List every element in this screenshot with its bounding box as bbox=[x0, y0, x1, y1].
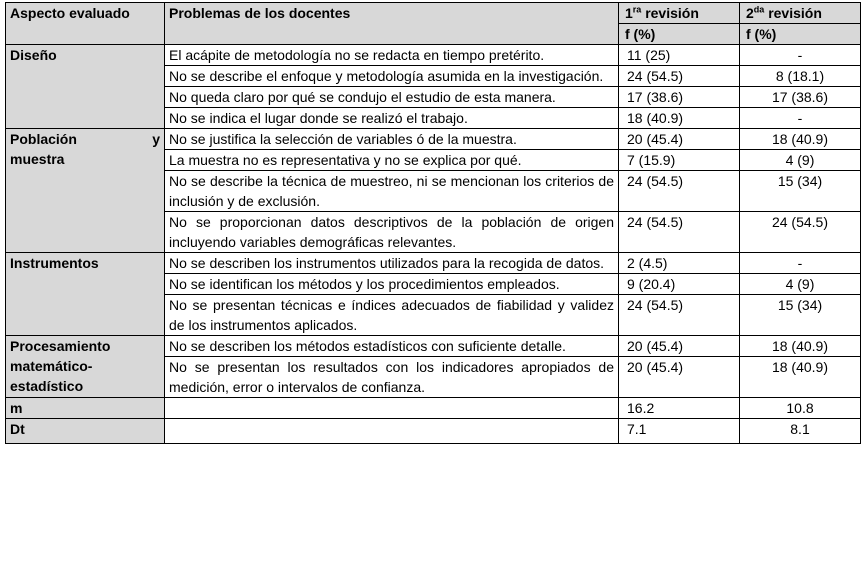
aspect-poblacion-line1: Población y bbox=[10, 131, 160, 147]
rev2-cell: 4 (9) bbox=[740, 150, 861, 171]
summary-dt-rev2: 8.1 bbox=[740, 419, 861, 444]
rev1-cell: 20 (45.4) bbox=[619, 129, 740, 150]
rev1-cell: 20 (45.4) bbox=[619, 336, 740, 357]
header-rev2: $2^{da}$ revisión bbox=[740, 3, 861, 24]
rev1-cell: 24 (54.5) bbox=[619, 66, 740, 87]
summary-row-m bbox=[6, 398, 861, 419]
summary-empty bbox=[165, 419, 619, 444]
problem-cell: No se describe el enfoque y metodología asumida en la investigación. bbox=[165, 66, 619, 87]
summary-dt-rev1: 7.1 bbox=[619, 419, 740, 444]
problem-cell: La muestra no es representativa y no se explica por qué. bbox=[165, 150, 619, 171]
results-table bbox=[5, 2, 861, 444]
rev1-cell: 20 (45.4) bbox=[619, 357, 740, 398]
table-row bbox=[6, 45, 861, 66]
rev2-cell: - bbox=[740, 108, 861, 129]
rev1-cell: 24 (54.5) bbox=[619, 171, 740, 212]
rev1-cell: 9 (20.4) bbox=[619, 274, 740, 295]
rev2-cell: - bbox=[740, 45, 861, 66]
header-problemas: Problemas de los docentes bbox=[165, 3, 619, 45]
problem-cell: No se describen los instrumentos utilizados para la recogida de datos. bbox=[165, 253, 619, 274]
problem-cell: No se describen los métodos estadísticos con suficiente detalle. bbox=[165, 336, 619, 357]
header-row bbox=[6, 3, 861, 24]
rev2-cell: 18 (40.9) bbox=[740, 129, 861, 150]
problem-cell: El acápite de metodología no se redacta en tiempo pretérito. bbox=[165, 45, 619, 66]
rev2-cell: 17 (38.6) bbox=[740, 87, 861, 108]
rev2-cell: 4 (9) bbox=[740, 274, 861, 295]
summary-label-dt: Dt bbox=[6, 419, 165, 444]
table-row bbox=[6, 253, 861, 274]
aspect-poblacion-line2: muestra bbox=[10, 151, 65, 167]
rev2-cell: 15 (34) bbox=[740, 171, 861, 212]
rev1-cell: 18 (40.9) bbox=[619, 108, 740, 129]
aspect-diseno: Diseño bbox=[6, 45, 165, 129]
problem-cell: No queda claro por qué se condujo el estudio de esta manera. bbox=[165, 87, 619, 108]
aspect-poblacion bbox=[6, 129, 165, 253]
problem-cell: No se indica el lugar donde se realizó el trabajo. bbox=[165, 108, 619, 129]
rev1-cell: 17 (38.6) bbox=[619, 87, 740, 108]
rev2-cell: 18 (40.9) bbox=[740, 336, 861, 357]
problem-cell: No se presentan técnicas e índices adecuados de fiabilidad y validez de los instrumentos aplicados. bbox=[165, 295, 619, 336]
rev1-cell: 2 (4.5) bbox=[619, 253, 740, 274]
summary-m-rev1: 16.2 bbox=[619, 398, 740, 419]
rev2-cell: 18 (40.9) bbox=[740, 357, 861, 398]
problem-cell: No se describe la técnica de muestreo, ni se mencionan los criterios de inclusión y de exclusión. bbox=[165, 171, 619, 212]
problem-cell: No se justifica la selección de variables ó de la muestra. bbox=[165, 129, 619, 150]
header-f2: f (%) bbox=[740, 24, 861, 45]
rev1-cell: 7 (15.9) bbox=[619, 150, 740, 171]
table-row bbox=[6, 129, 861, 150]
summary-m-rev2: 10.8 bbox=[740, 398, 861, 419]
rev2-cell: 24 (54.5) bbox=[740, 212, 861, 253]
rev1-cell: 11 (25) bbox=[619, 45, 740, 66]
header-aspecto: Aspecto evaluado bbox=[6, 3, 165, 45]
aspect-instrumentos: Instrumentos bbox=[6, 253, 165, 336]
problem-cell: No se identifican los métodos y los procedimientos empleados. bbox=[165, 274, 619, 295]
summary-label-m: m bbox=[6, 398, 165, 419]
rev1-cell: 24 (54.5) bbox=[619, 212, 740, 253]
problem-cell: No se proporcionan datos descriptivos de la población de origen incluyendo variables demográficas relevantes. bbox=[165, 212, 619, 253]
rev2-cell: - bbox=[740, 253, 861, 274]
aspect-procesamiento: Procesamiento matemático-estadístico bbox=[6, 336, 165, 398]
rev2-cell: 8 (18.1) bbox=[740, 66, 861, 87]
header-f1: f (%) bbox=[619, 24, 740, 45]
rev2-cell: 15 (34) bbox=[740, 295, 861, 336]
summary-row-dt bbox=[6, 419, 861, 444]
table-row bbox=[6, 336, 861, 357]
header-rev1: $1^{ra}$ revisión bbox=[619, 3, 740, 24]
rev1-cell: 24 (54.5) bbox=[619, 295, 740, 336]
summary-empty bbox=[165, 398, 619, 419]
problem-cell: No se presentan los resultados con los indicadores apropiados de medición, error o intervalos de confianza. bbox=[165, 357, 619, 398]
